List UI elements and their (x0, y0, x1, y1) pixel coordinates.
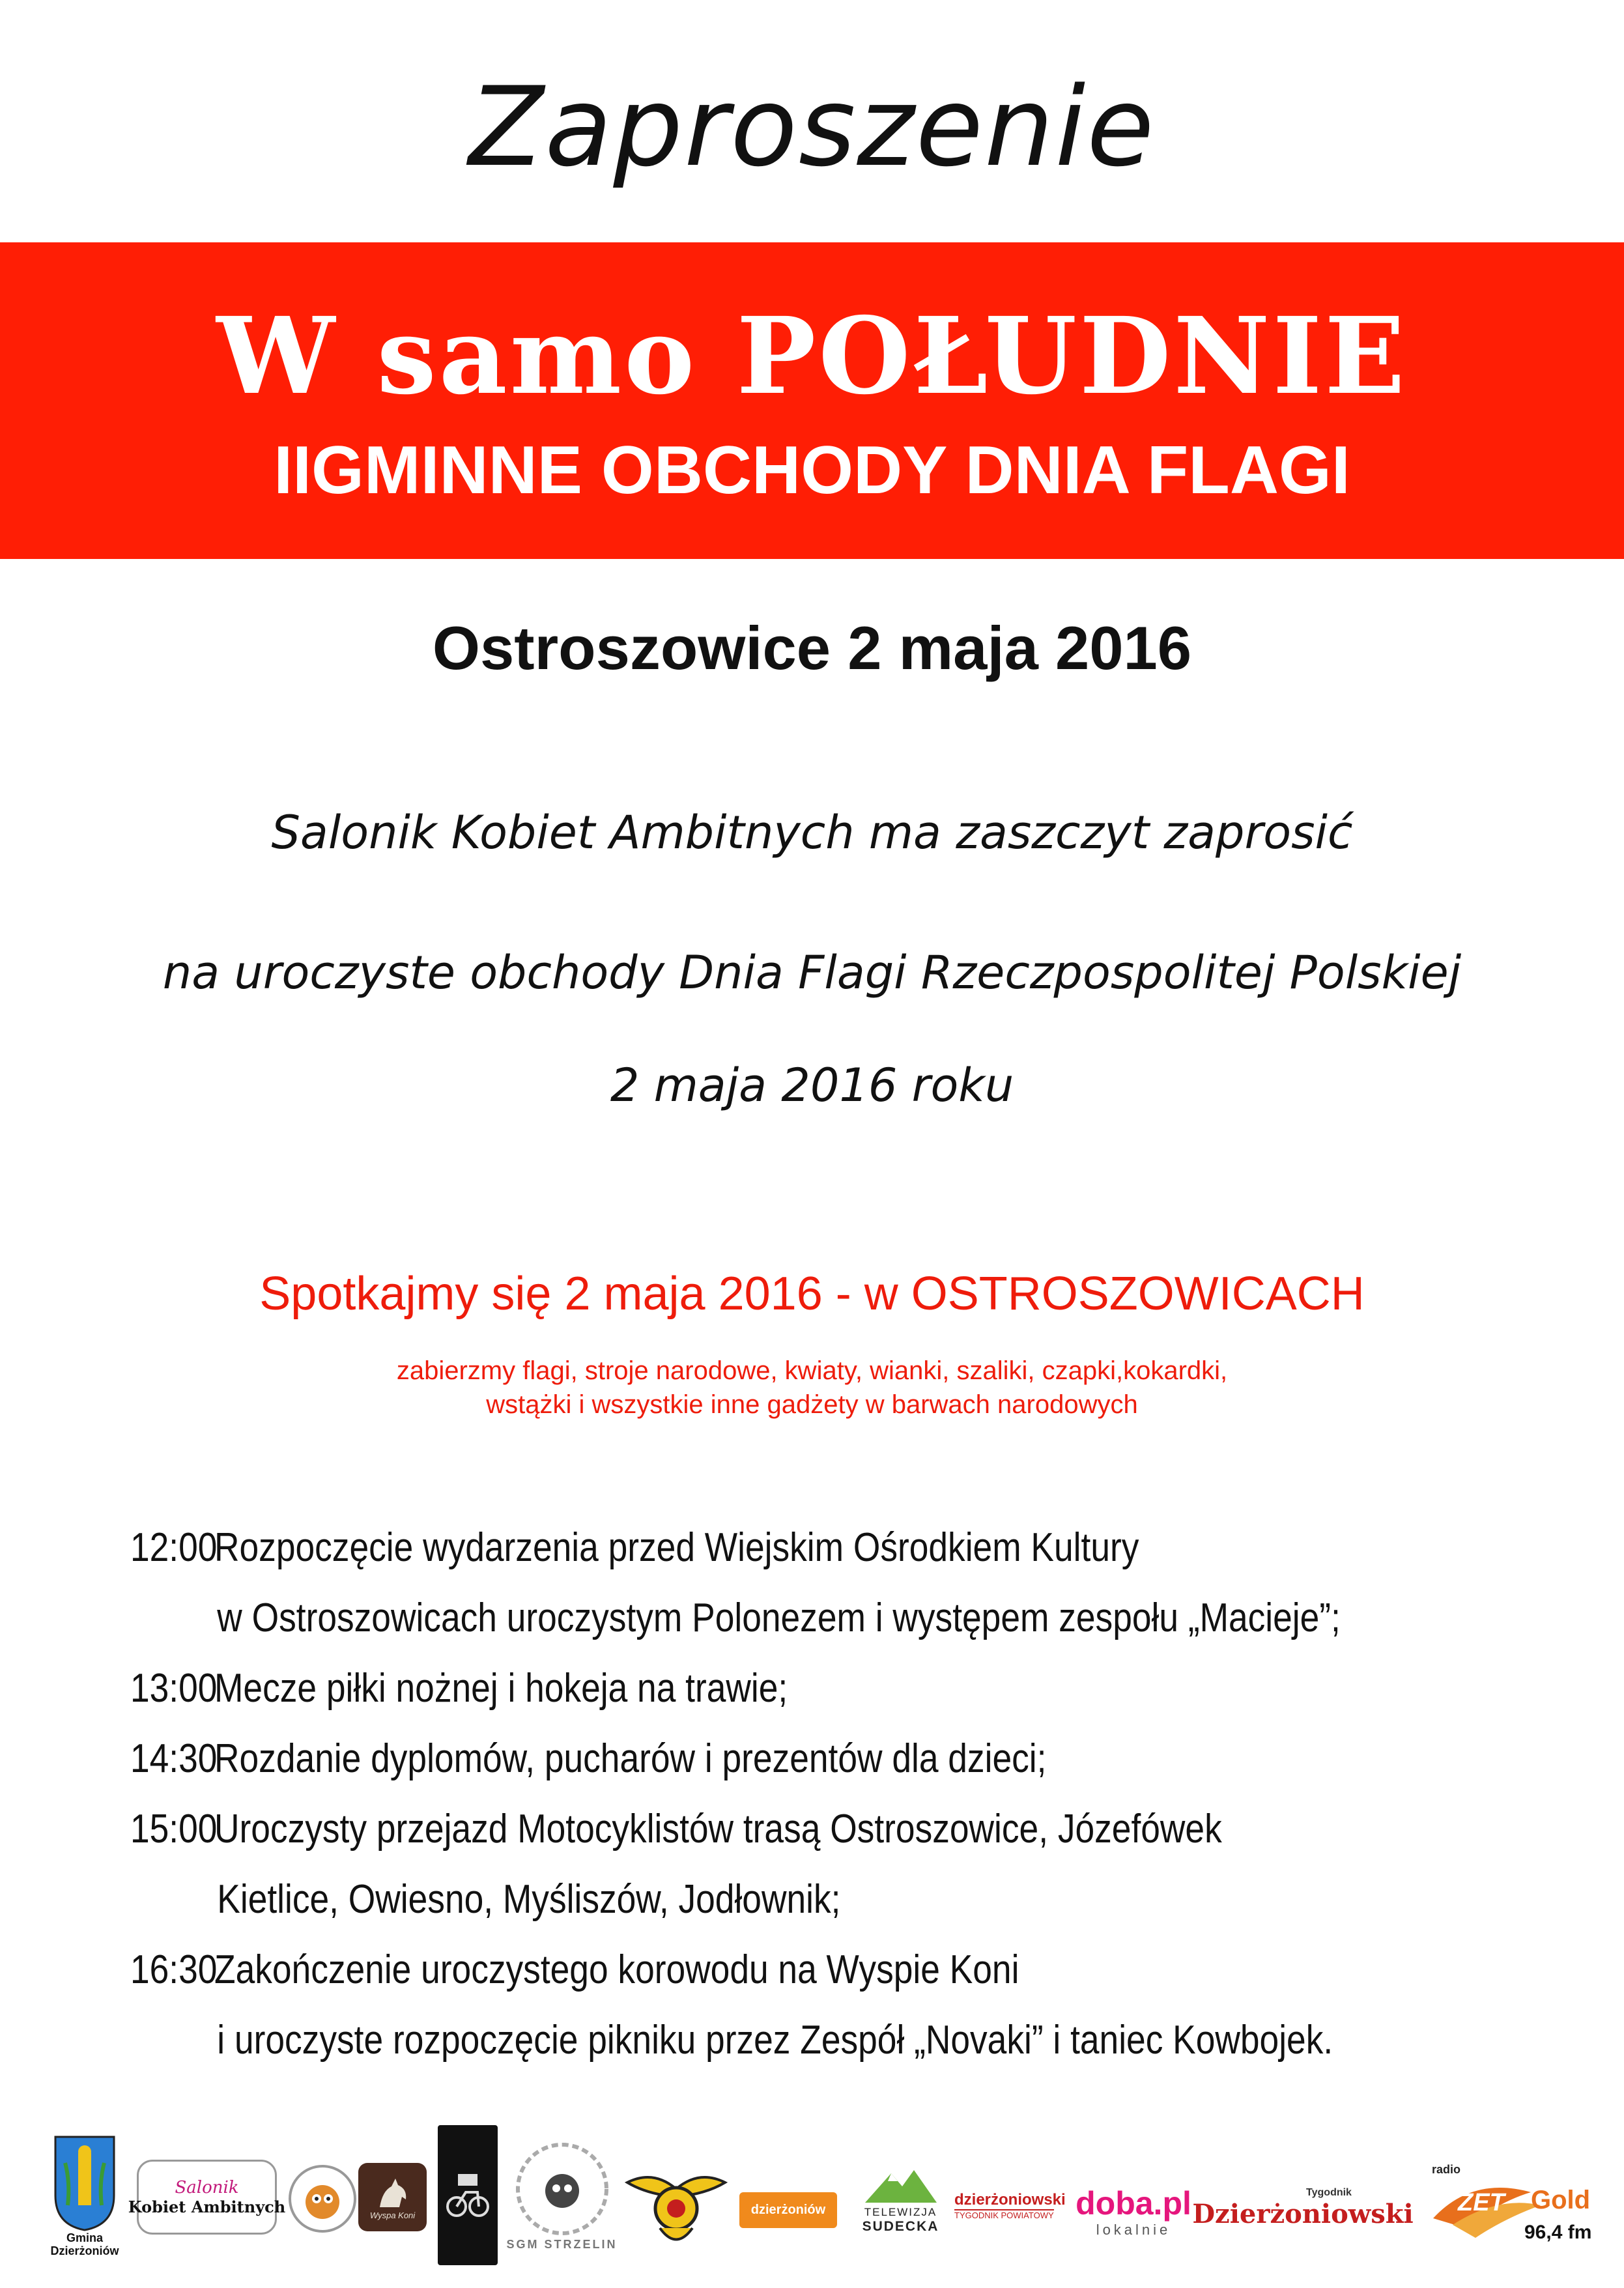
tygodnik-title: dzierżoniowski (954, 2190, 1066, 2209)
owl-emblem-icon (287, 2163, 358, 2235)
tygodnik-subtitle: TYGODNIK POWIATOWY (954, 2210, 1054, 2220)
sgm-label: SGM STRZELIN (506, 2237, 618, 2251)
red-banner (0, 242, 1624, 559)
schedule-time: 13:00 (130, 1666, 218, 1711)
bring-note: zabierzmy flagi, stroje narodowe, kwiaty, wianki, szaliki, czapki,kokardki, (396, 1356, 1228, 1385)
schedule-text: Rozpoczęcie wydarzenia przed Wiejskim Ośrodkiem Kultury (214, 1525, 1139, 1570)
tv-label-1: TELEWIZJA (864, 2205, 937, 2218)
intro-line: Salonik Kobiet Ambitnych ma zaszczyt zaprosić (271, 806, 1353, 859)
tv-label-2: SUDECKA (862, 2218, 939, 2234)
schedule-text: Kietlice, Owiesno, Myśliszów, Jodłownik; (217, 1877, 841, 1922)
schedule-item (130, 1794, 1363, 1865)
dzierzoniow-small-logo (739, 2192, 837, 2228)
dz-main-label: Dzierżoniowski (1192, 2199, 1414, 2229)
schedule-item (130, 1653, 1363, 1724)
zet-radio-label: radio (1432, 2163, 1461, 2176)
gmina-logo (36, 2124, 134, 2267)
salonik-name: Kobiet Ambitnych (128, 2197, 286, 2216)
salonik-script: Salonik (175, 2178, 239, 2197)
intro-line: na uroczyste obchody Dnia Flagi Rzeczpospolitej Polskiej (162, 946, 1462, 999)
schedule-time: 15:00 (130, 1807, 218, 1852)
skull-wings-icon (513, 2140, 611, 2238)
coat-of-arms-icon (52, 2134, 117, 2231)
doba-sub: lokalnie (1096, 2222, 1171, 2238)
schedule-time: 14:30 (130, 1736, 218, 1781)
motorcycle-association-logo (438, 2125, 498, 2265)
banner-headline: W samo POŁUDNIE (216, 294, 1408, 418)
doba-label: doba.pl (1076, 2185, 1191, 2222)
sgm-strzelin-logo (505, 2130, 619, 2261)
winged-wheel-icon (621, 2143, 732, 2254)
tygodnik-powiatowy-logo (954, 2182, 1078, 2228)
schedule-item (130, 1513, 1363, 1583)
radio-zet-gold-logo (1427, 2156, 1596, 2254)
sponsor-logos-strip (0, 2117, 1624, 2274)
wyspa-koni-logo (358, 2163, 427, 2231)
tygodnik-dzierzoniowski-logo (1192, 2173, 1414, 2244)
schedule-item (130, 1724, 1363, 1794)
zet-word-label: ZET (1458, 2189, 1505, 2216)
mountains-icon (862, 2164, 940, 2206)
schedule-time: 12:00 (130, 1525, 218, 1570)
schedule-time: 16:30 (130, 1947, 218, 1992)
schedule-item (130, 1935, 1363, 2005)
gmina-label: Gmina Dzierżoniów (50, 2231, 119, 2257)
motorcycle-icon (445, 2166, 491, 2225)
zet-gold-label: Gold (1531, 2186, 1591, 2214)
doba-pl-logo (1076, 2176, 1191, 2248)
schedule-text: Zakończenie uroczystego korowodu na Wyspie Koni (214, 1947, 1019, 1992)
schedule-list (130, 1513, 1563, 2076)
schedule-item-continuation (130, 2005, 1363, 2076)
salonik-logo (128, 2160, 286, 2235)
schedule-text: Rozdanie dyplomów, pucharów i prezentów dla dzieci; (214, 1736, 1047, 1781)
wyspa-label: Wyspa Koni (369, 2210, 416, 2220)
winged-wheel-logo (619, 2140, 733, 2257)
meet-headline: Spotkajmy się 2 maja 2016 - w OSTROSZOWICACH (259, 1268, 1365, 1320)
invitation-title: Zaproszenie (468, 63, 1156, 191)
association-emblem (287, 2163, 358, 2235)
schedule-text: Uroczysty przejazd Motocyklistów trasą Ostroszowice, Józefówek (214, 1807, 1222, 1852)
telewizja-sudecka-logo (853, 2147, 948, 2251)
schedule-item-continuation (130, 1583, 1363, 1653)
banner-subheadline: IIGMINNE OBCHODY DNIA FLAGI (274, 433, 1350, 508)
schedule-text: i uroczyste rozpoczęcie pikniku przez Zespół „Novaki” i taniec Kowbojek. (217, 2018, 1333, 2063)
schedule-text: Mecze piłki nożnej i hokeja na trawie; (214, 1666, 788, 1711)
schedule-item-continuation (130, 1865, 1363, 1935)
zet-frequency: 96,4 fm (1524, 2222, 1592, 2243)
dzierzoniow-small-label: dzierżoniów (750, 2203, 826, 2217)
intro-line: 2 maja 2016 roku (610, 1059, 1014, 1112)
place-and-date: Ostroszowice 2 maja 2016 (432, 614, 1192, 682)
bring-note: wstążki i wszystkie inne gadżety w barwach narodowych (486, 1390, 1138, 1419)
dz-small-label: Tygodnik (1306, 2187, 1352, 2198)
horse-icon (373, 2175, 412, 2210)
schedule-text: w Ostroszowicach uroczystym Polonezem i występem zespołu „Macieje”; (217, 1595, 1341, 1640)
